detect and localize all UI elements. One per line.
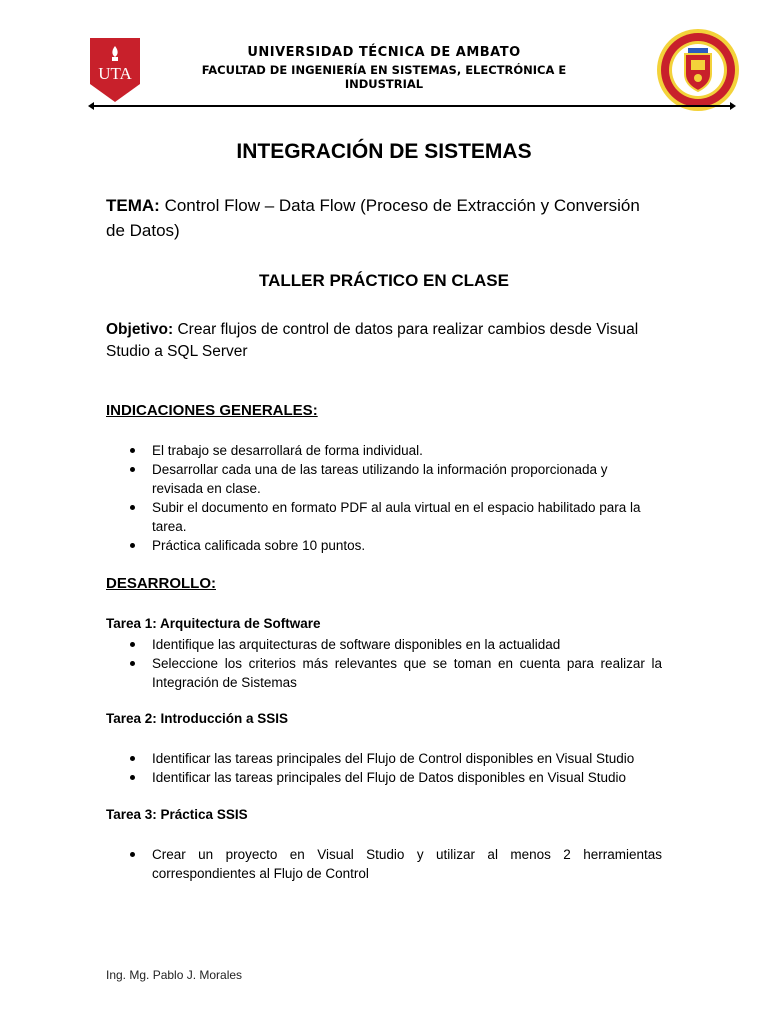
bullet-icon	[130, 543, 135, 548]
bullet-icon	[130, 467, 135, 472]
development-heading: DESARROLLO:	[106, 575, 216, 592]
footer-signature: Ing. Mg. Pablo J. Morales	[106, 968, 243, 982]
objective-text: Crear flujos de control de datos para realizar cambios desde Visual Studio a SQL Server	[106, 321, 639, 360]
list-item: Crear un proyecto en Visual Studio y utilizar al menos 2 herramientas correspondientes al Flujo de Control	[106, 845, 662, 883]
general-instructions-list	[106, 441, 662, 555]
task-1-title: Tarea 1: Arquitectura de Software	[106, 616, 321, 631]
bullet-icon	[130, 505, 135, 510]
bullet-icon	[130, 661, 135, 666]
faculty-line-1: FACULTAD DE INGENIERÍA EN SISTEMAS, ELECTRÓNICA E	[201, 63, 567, 77]
task-2-title: Tarea 2: Introducción a SSIS	[106, 711, 289, 726]
bullet-icon	[130, 642, 135, 647]
list-item: Práctica calificada sobre 10 puntos.	[106, 536, 662, 555]
faculty-name	[170, 63, 598, 91]
bullet-icon	[130, 448, 135, 453]
uta-logo	[90, 38, 140, 102]
workshop-heading: TALLER PRÁCTICO EN CLASE	[259, 271, 509, 290]
list-item: Desarrollar cada una de las tareas utilizando la información proporcionada y revisada en clase.	[106, 460, 662, 498]
list-item: Identifique las arquitecturas de software disponibles en la actualidad	[106, 635, 662, 654]
objective-label: Objetivo:	[106, 321, 174, 338]
objective	[106, 319, 662, 363]
uta-logo-text: UTA	[98, 64, 132, 83]
task-2-list	[106, 749, 662, 787]
topic-label: TEMA:	[106, 196, 160, 215]
list-item: Identificar las tareas principales del Flujo de Datos disponibles en Visual Studio	[106, 768, 662, 787]
bullet-icon	[130, 775, 135, 780]
document-title: INTEGRACIÓN DE SISTEMAS	[236, 140, 532, 163]
list-item: Identificar las tareas principales del Flujo de Control disponibles en Visual Studio	[106, 749, 662, 768]
header-divider	[92, 105, 732, 107]
bullet-icon	[130, 756, 135, 761]
list-item: Seleccione los criterios más relevantes que se toman en cuenta para realizar la Integración de Sistemas	[106, 654, 662, 692]
topic	[106, 193, 662, 243]
topic-text: Control Flow – Data Flow (Proceso de Extracción y Conversión de Datos)	[106, 196, 640, 240]
task-1-list	[106, 635, 662, 692]
task-3-list	[106, 845, 662, 883]
list-item: El trabajo se desarrollará de forma individual.	[106, 441, 662, 460]
faculty-line-2: INDUSTRIAL	[344, 77, 424, 91]
list-item: Subir el documento en formato PDF al aula virtual en el espacio habilitado para la tarea.	[106, 498, 662, 536]
bullet-icon	[130, 852, 135, 857]
document-header	[0, 0, 768, 120]
general-instructions-heading: INDICACIONES GENERALES:	[106, 402, 318, 419]
task-3-title: Tarea 3: Práctica SSIS	[106, 807, 248, 822]
faculty-seal-icon	[656, 28, 740, 112]
university-name: UNIVERSIDAD TÉCNICA DE AMBATO	[247, 45, 521, 60]
